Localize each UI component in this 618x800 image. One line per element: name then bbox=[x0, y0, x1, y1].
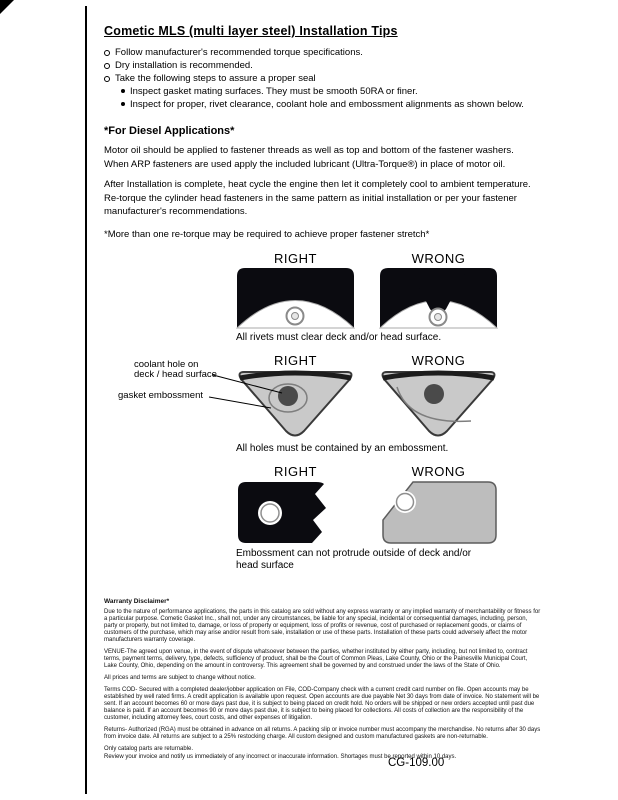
callout-gasket-embossment bbox=[118, 391, 208, 402]
embossment-wrong-diagram bbox=[379, 369, 498, 440]
callout-text: coolant hole on bbox=[134, 358, 199, 370]
callout-text: deck / head surface bbox=[134, 369, 217, 380]
warranty-heading: Warranty Disclaimer* bbox=[104, 597, 170, 605]
callout-text: gasket embossment bbox=[118, 389, 204, 401]
tip-text: Inspect for proper, rivet clearance, coolant hole and embossment alignments as shown below. bbox=[130, 99, 524, 110]
page-corner-mark bbox=[0, 0, 14, 14]
tip-item bbox=[104, 72, 541, 85]
open-bullet-icon bbox=[104, 50, 110, 56]
retorque-note: *More than one re-torque may be required to achieve proper fastener stretch* bbox=[104, 228, 430, 240]
tip-text: Inspect gasket mating surfaces. They must be smooth 50RA or finer. bbox=[130, 86, 418, 97]
tip-text: Dry installation is recommended. bbox=[115, 60, 253, 71]
instruction-figures bbox=[118, 250, 498, 572]
figure-embossment-containment bbox=[118, 352, 498, 455]
wrong-label: WRONG bbox=[411, 463, 466, 479]
open-bullet-icon bbox=[104, 63, 110, 69]
wrong-label: WRONG bbox=[411, 250, 466, 266]
page-title: Cometic MLS (multi layer steel) Installation Tips bbox=[104, 24, 398, 38]
tip-item bbox=[104, 46, 541, 59]
right-label: RIGHT bbox=[274, 463, 317, 479]
tip-text: Take the following steps to assure a proper seal bbox=[115, 73, 316, 84]
rivet-wrong-diagram bbox=[379, 267, 498, 329]
warranty-paragraph: Due to the nature of performance applications, the parts in this catalog are sold without any express warranty or any implied warranty of merchantability or fitness for a particular purpose. Cometic Gasket Inc., shall not, under any circumstances, be liable for any special, incidental or consequential damages, including, person, party or property, but not limited to, damage, or loss of property or equipment, loss of profits or revenue, cost of purchased or replacement goods, or claims of customers of the purchase, which may arise and/or result from sale, installation or use of these parts. Installation of these parts could adversely affect the motor manufacturers warranty coverage. bbox=[104, 608, 541, 643]
wrong-label: WRONG bbox=[411, 352, 466, 368]
callout-coolant-hole bbox=[134, 360, 222, 381]
tip-subitem bbox=[121, 98, 541, 111]
rivet-right-diagram bbox=[236, 267, 355, 329]
figure-caption: All holes must be contained by an embossment. bbox=[236, 442, 449, 454]
figure-rivet-clearance bbox=[236, 251, 498, 344]
diesel-applications-heading: *For Diesel Applications* bbox=[104, 125, 235, 137]
tip-text: Follow manufacturer's recommended torque specifications. bbox=[115, 47, 363, 58]
left-margin-rule bbox=[85, 6, 87, 794]
warranty-disclaimer-section bbox=[104, 598, 541, 761]
filled-bullet-icon bbox=[121, 102, 125, 106]
protrusion-right-diagram bbox=[236, 480, 355, 545]
tip-item bbox=[104, 59, 541, 72]
right-label: RIGHT bbox=[274, 352, 317, 368]
catalog-page-content bbox=[104, 16, 541, 766]
right-label: RIGHT bbox=[274, 250, 317, 266]
open-bullet-icon bbox=[104, 76, 110, 82]
warranty-paragraph: All prices and terms are subject to change without notice. bbox=[104, 674, 256, 681]
diesel-paragraph-1: Motor oil should be applied to fastener threads as well as top and bottom of the fastener washers. When ARP fasteners are used apply the included lubricant (Ultra-Torque®) in place of motor oil. bbox=[104, 145, 514, 170]
warranty-paragraph: Only catalog parts are returnable. bbox=[104, 745, 194, 752]
warranty-paragraph: Terms COD- Secured with a completed dealer/jobber application on File, COD-Company check with a current credit card number on file. Open accounts may be established by well rated firms. A credit application is available upon request. Open accounts are due payable Net 30 days from date of invoice. No statement will be sent. If an account becomes 60 or more days past due, it is subject to being placed on credit hold. No orders will be shipped or new orders accepted until past due balance is paid. If an account becomes 90 or more days past due, it is subject to being placed for collections. All costs of collection are the responsibility of the customer, including attorney fees, court costs, and other expenses of litigation. bbox=[104, 686, 540, 721]
warranty-paragraph: Review your invoice and notify us immediately of any incorrect or inaccurate information. Shortages must be reported within 10 days. bbox=[104, 753, 457, 760]
tip-subitem bbox=[121, 85, 541, 98]
figure-caption: Embossment can not protrude outside of deck and/or head surface bbox=[236, 547, 472, 571]
figure-embossment-protrusion bbox=[236, 464, 498, 572]
figure-caption: All rivets must clear deck and/or head surface. bbox=[236, 331, 442, 343]
page-code: CG-109.00 bbox=[388, 757, 445, 769]
warranty-paragraph: VENUE-The agreed upon venue, in the event of dispute whatsoever between the parties, whether instituted by either party, including, but not limited to, contract terms, payment terms, delivery, type, defects, sufficiency of product, shall be the Court of Common Pleas, Lake County, Ohio or the Painesville Municipal Court, Lake County, Ohio, depending on the amount in controversy. This agreement shall be governed by and construed under the laws of the State of Ohio. bbox=[104, 648, 528, 669]
warranty-paragraph: Returns- Authorized (RGA) must be obtained in advance on all returns. A packing slip or invoice number must accompany the merchandise. No returns after 30 days from invoice date. All returns are subject to a 25% restocking charge. All custom designed and custom manufactured gaskets are non-returnable. bbox=[104, 726, 541, 740]
filled-bullet-icon bbox=[121, 89, 125, 93]
protrusion-wrong-diagram bbox=[379, 480, 498, 545]
diesel-paragraph-2: After Installation is complete, heat cycle the engine then let it completely cool to ambient temperature. Re-torque the cylinder head fasteners in the same pattern as initial installation or per your fastener manufacturer's recommendations. bbox=[104, 179, 531, 217]
